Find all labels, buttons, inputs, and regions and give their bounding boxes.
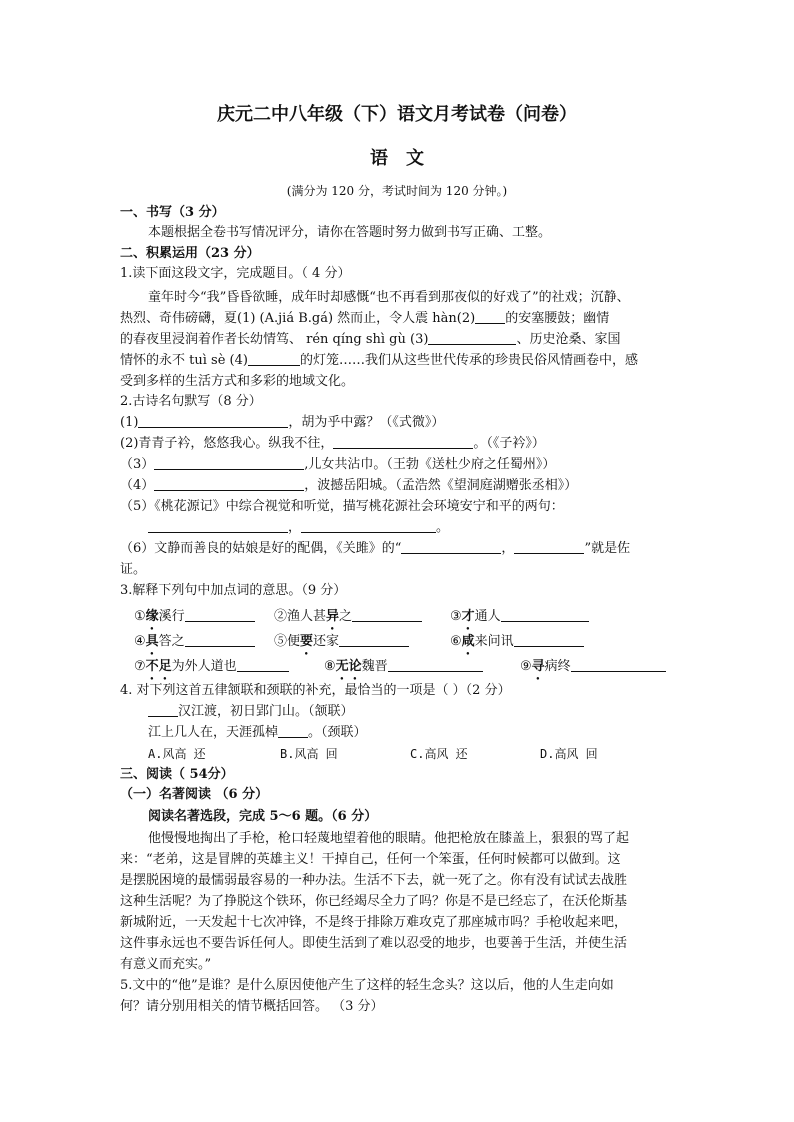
passage-line-2: 来：“老弟，这是冒牌的英雄主义！干掉自己，任何一个笨蛋，任何时候都可以做到。这 xyxy=(120,852,621,867)
reading-intro: 阅读名著选段，完成 5～6 题。（6 分） xyxy=(148,809,378,824)
q3-item xyxy=(274,605,422,633)
passage-line-1: 他慢慢地掏出了手枪，枪口轻蔑地望着他的眼睛。他把枪放在膝盖上，狠狠的骂了起 xyxy=(148,831,630,846)
q2-blank-6b[interactable] xyxy=(514,540,584,554)
q3-item-suffix: 之 xyxy=(339,609,353,624)
q3-answer-blank[interactable] xyxy=(237,658,289,672)
section-2-heading: 二、积累运用（23 分） xyxy=(120,246,260,261)
subsection-1-heading: （一）名著阅读 （6 分） xyxy=(120,787,269,802)
exam-title: 庆元二中八年级（下）语文月考试卷（问卷） xyxy=(217,104,577,125)
q3-item-prefix: ④ xyxy=(134,634,146,649)
q2-blank-6a[interactable] xyxy=(401,540,501,554)
question-2-stem: 2.古诗名句默写（8 分） xyxy=(120,394,262,409)
question-5-line-1: 5.文中的“他”是谁？是什么原因使他产生了这样的轻生念头？这以后，他的人生走向如 xyxy=(120,978,614,993)
q3-item-prefix: ⑤便 xyxy=(274,634,301,649)
section-1-heading: 一、书写（3 分） xyxy=(120,205,225,220)
q2-item-6-cont: 证。 xyxy=(120,562,147,577)
score-time-note: (满分为 120 分，考试时间为 120 分钟。) xyxy=(286,184,508,198)
q2-item-5-blanks xyxy=(148,519,449,536)
passage-line-3: 是摆脱困境的最懦弱最容易的一种办法。生活不下去，就一死了之。你有没有试试去战胜 xyxy=(120,873,628,888)
subject-heading: 语文 xyxy=(370,148,442,169)
q3-dotted-word: 缘 xyxy=(145,609,159,624)
q2-item-4-text: ，波撼岳阳城。（孟浩然《望洞庭湖赠张丞相》） xyxy=(304,478,578,493)
q4-option-b[interactable]: B.风高 回 xyxy=(280,747,338,761)
q2-item-1-num: (1) xyxy=(120,415,139,430)
q3-item xyxy=(450,605,589,633)
q2-item-1 xyxy=(120,414,444,431)
q3-item-suffix: 溪行 xyxy=(158,609,185,624)
passage-line-5: 新城附近，一天发起十七次冲锋，不是终于排除万难攻克了那座城市吗？手枪收起来吧， xyxy=(120,915,628,930)
q1-line-2 xyxy=(120,310,609,327)
section-3-heading: 三、阅读（ 54分） xyxy=(120,767,234,782)
q4-option-a[interactable]: A.风高 还 xyxy=(148,747,206,761)
q2-item-4-num: （4） xyxy=(120,478,155,493)
q4-line-2-text-a: 江上几人在，天涯孤棹 xyxy=(148,725,279,740)
q2-blank-5b[interactable] xyxy=(301,519,436,533)
q3-item xyxy=(520,655,666,683)
q3-item-suffix: 来问讯 xyxy=(474,634,514,649)
q3-dotted-word: 具 xyxy=(145,634,159,649)
q2-item-3-text: ,儿女共沾巾。（王勃《送杜少府之任蜀州》） xyxy=(304,457,556,472)
q1-blank-2[interactable] xyxy=(475,310,505,324)
q2-blank-3[interactable] xyxy=(154,456,304,470)
q3-answer-blank[interactable] xyxy=(388,658,483,672)
q4-blank-2[interactable] xyxy=(278,724,308,738)
q3-item xyxy=(134,630,255,658)
q1-line-2-text-a: 热烈、奇伟磅礴，夏(1) (A.jiá B.gá) 然而止，令人震 hàn(2) xyxy=(120,311,476,326)
q3-item xyxy=(324,655,483,683)
q3-dotted-word: 才 xyxy=(461,609,475,624)
question-5-line-2: 何？请分别用相关的情节概括回答。 （3 分） xyxy=(120,999,384,1014)
q3-dotted-word: 不足 xyxy=(145,659,172,674)
q1-line-1: 童年时今“我”昏昏欲睡，成年时却感慨“也不再看到那夜似的好戏了”的社戏；沉静、 xyxy=(148,290,630,305)
q3-item-prefix: ③ xyxy=(450,609,462,624)
q3-dotted-word: 异 xyxy=(326,609,340,624)
q3-answer-blank[interactable] xyxy=(185,633,255,647)
q1-line-4-text-a: 情怀的永不 tuì sè (4) xyxy=(120,353,248,368)
q2-item-1-text: ，胡为乎中露？（《式微》） xyxy=(288,415,445,430)
q3-item-suffix: 还家 xyxy=(313,634,340,649)
q3-item-suffix: 为外人道也 xyxy=(171,659,237,674)
q3-dotted-word: 无论 xyxy=(335,659,362,674)
passage-line-4: 这种生活呢？为了挣脱这个铁环，你已经竭尽全力了吗？你是不是已经忘了，在沃伦斯基 xyxy=(120,894,628,909)
q2-item-4 xyxy=(120,477,577,494)
q3-item-suffix: 病终 xyxy=(544,659,571,674)
q3-answer-blank[interactable] xyxy=(339,633,409,647)
q3-dotted-word: 咸 xyxy=(461,634,475,649)
q3-answer-blank[interactable] xyxy=(185,608,255,622)
question-4-stem: 4. 对下列这首五律颔联和颈联的补充，最恰当的一项是（ ）（2 分） xyxy=(120,683,511,698)
q3-item-prefix: ⑨ xyxy=(520,659,532,674)
q3-item-suffix: 魏晋 xyxy=(361,659,388,674)
q3-item xyxy=(134,655,289,683)
q4-blank-1[interactable] xyxy=(148,703,178,717)
q4-option-c[interactable]: C.高风 还 xyxy=(410,747,468,761)
q3-item-prefix: ⑧ xyxy=(324,659,336,674)
q3-answer-blank[interactable] xyxy=(514,633,584,647)
q1-line-5: 受到多样的生活方式和多彩的地域文化。 xyxy=(120,374,355,389)
q2-item-2-text-b: 。（《子衿》） xyxy=(473,436,545,451)
q4-line-2-text-b: 。（颈联） xyxy=(308,725,367,740)
q2-blank-4[interactable] xyxy=(154,477,304,491)
q2-item-6-mid: ， xyxy=(501,541,515,556)
q2-item-2 xyxy=(120,435,545,452)
q3-dotted-word: 寻 xyxy=(531,659,545,674)
q3-item xyxy=(134,605,255,633)
q2-item-2-text-a: (2)青青子衿，悠悠我心。纵我不往， xyxy=(120,436,334,451)
q1-line-2-text-b: 的安塞腰鼓；幽情 xyxy=(505,311,610,326)
q1-line-3-text-b: 、历史沧桑、家国 xyxy=(516,332,621,347)
q3-item xyxy=(450,630,584,658)
q3-item-suffix: 答之 xyxy=(158,634,185,649)
q2-blank-5a[interactable] xyxy=(148,519,288,533)
q4-line-1 xyxy=(148,703,354,720)
q2-blank-2[interactable] xyxy=(333,435,473,449)
q4-option-d[interactable]: D.高风 回 xyxy=(540,747,598,761)
q2-item-3 xyxy=(120,456,555,473)
q3-item xyxy=(274,630,409,658)
q1-blank-3[interactable] xyxy=(428,331,516,345)
question-3-stem: 3.解释下列句中加点词的意思。（9 分） xyxy=(120,583,347,598)
q3-answer-blank[interactable] xyxy=(501,608,589,622)
q1-line-4-text-b: 的灯笼……我们从这些世代传承的珍贵民俗风情画卷中，感 xyxy=(299,353,638,368)
q1-line-3 xyxy=(120,331,620,348)
q4-line-1-text: 汉江渡，初日郢门山。（颔联） xyxy=(178,704,354,719)
question-1-stem: 1.读下面这段文字，完成题目。（ 4 分） xyxy=(120,266,351,281)
q1-blank-4[interactable] xyxy=(248,352,300,366)
q3-item-prefix: ⑦ xyxy=(134,659,146,674)
q3-answer-blank[interactable] xyxy=(571,658,666,672)
q3-answer-blank[interactable] xyxy=(352,608,422,622)
q4-line-2 xyxy=(148,724,367,741)
q3-item-prefix: ⑥ xyxy=(450,634,462,649)
q2-item-6-text-a: （6）文静而善良的姑娘是好的配偶，《关雎》的“ xyxy=(120,541,402,556)
q3-item-prefix: ① xyxy=(134,609,146,624)
passage-line-7: 有意义而充实。” xyxy=(120,957,212,972)
q2-item-6 xyxy=(120,540,630,557)
q3-item-suffix: 通人 xyxy=(474,609,501,624)
q3-dotted-word: 要 xyxy=(300,634,314,649)
q2-item-5-end: 。 xyxy=(436,520,450,535)
q1-line-4 xyxy=(120,352,638,369)
q2-item-5: （5）《桃花源记》中综合视觉和听觉，描写桃花源社会环境安宁和平的两句： xyxy=(120,499,564,514)
passage-line-6: 这件事永远也不要告诉任何人。即使生活到了难以忍受的地步，也要善于生活，并使生活 xyxy=(120,936,628,951)
q3-item-prefix: ②渔人甚 xyxy=(274,609,327,624)
q2-item-3-num: （3） xyxy=(120,457,155,472)
section-1-text: 本题根据全卷书写情况评分，请你在答题时努力做到书写正确、工整。 xyxy=(148,225,552,240)
q2-item-5-comma: ， xyxy=(288,520,302,535)
q2-item-6-text-b: ”就是佐 xyxy=(584,541,631,556)
q2-blank-1[interactable] xyxy=(138,414,288,428)
q1-line-3-text-a: 的春夜里浸润着作者长幼情笃、 rén qíng shì gù (3) xyxy=(120,332,429,347)
